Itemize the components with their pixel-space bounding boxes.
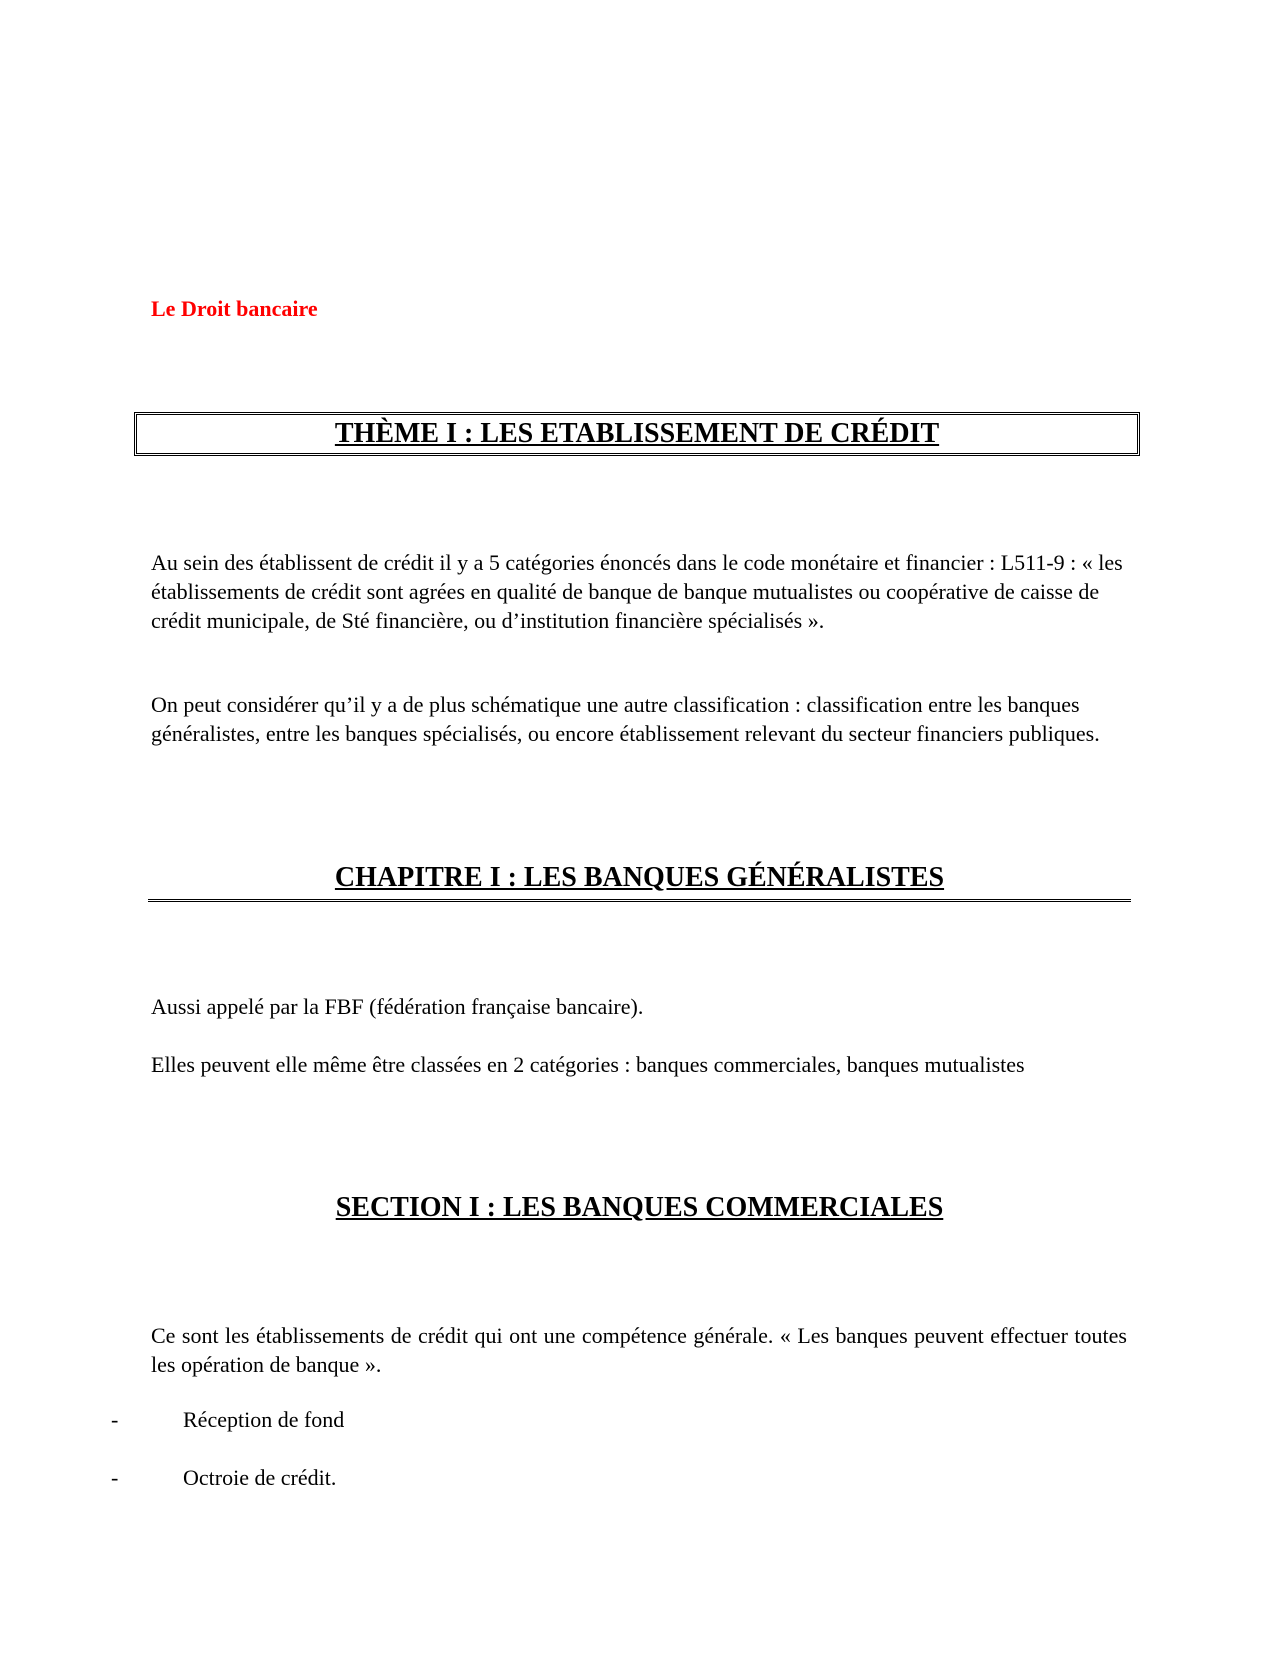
list-item <box>111 1463 336 1492</box>
theme-heading: THÈME I : LES ETABLISSEMENT DE CRÉDIT <box>334 418 940 449</box>
list-item-text: Réception de fond <box>183 1407 345 1432</box>
bullet-dash: - <box>111 1465 119 1490</box>
chapter-heading-block <box>148 860 1131 902</box>
list-item <box>111 1405 344 1434</box>
chapter-paragraph-2: Elles peuvent elle même être classées en 2 catégories : banques commerciales, banques mutualistes <box>151 1052 1025 1077</box>
bullet-dash: - <box>111 1407 119 1432</box>
section-heading: SECTION I : LES BANQUES COMMERCIALES <box>335 1192 944 1223</box>
chapter-heading: CHAPITRE I : LES BANQUES GÉNÉRALISTES <box>334 862 945 893</box>
chapter-paragraph-1: Aussi appelé par la FBF (fédération française bancaire). <box>151 994 644 1019</box>
section-heading-block <box>148 1190 1131 1226</box>
list-item-text: Octroie de crédit. <box>183 1465 337 1490</box>
theme-heading-box <box>134 412 1140 456</box>
intro-paragraph-2: On peut considérer qu’il y a de plus schématique une autre classification : classification entre les banques généralistes, entre les banques spécialisés, ou encore établissement relevant du secteur financiers publiques. <box>151 692 1100 746</box>
intro-paragraph-1: Au sein des établissent de crédit il y a 5 catégories énoncés dans le code monétaire et financier : L511-9 : « les établissements de crédit sont agrées en qualité de banque de banque mutualistes ou coopérative de caisse de crédit municipale, de Sté financière, ou d’institution financière spécialisés ». <box>151 550 1123 633</box>
section-paragraph: Ce sont les établissements de crédit qui ont une compétence générale. « Les banques peuvent effectuer toutes les opération de banque ». <box>151 1323 1127 1377</box>
document-title: Le Droit bancaire <box>151 296 318 321</box>
